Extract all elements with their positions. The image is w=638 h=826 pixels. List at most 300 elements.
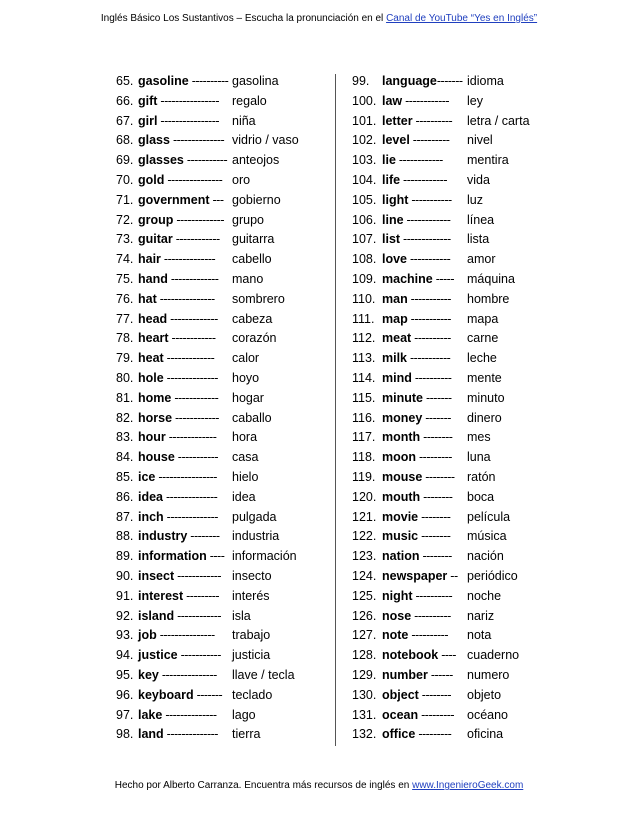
spanish-translation: gobierno <box>232 192 281 207</box>
vocab-row <box>116 270 330 290</box>
spanish-translation: nariz <box>467 608 495 623</box>
vocab-number: 70. <box>116 172 134 187</box>
vocab-row <box>352 468 532 488</box>
dash-separator: ---------- <box>411 608 451 623</box>
vocab-row <box>352 626 532 646</box>
vocab-number: 117. <box>352 430 376 445</box>
vocab-row <box>352 191 532 211</box>
spanish-translation: letra / carta <box>467 113 530 128</box>
vocab-number: 120. <box>352 489 377 504</box>
spanish-translation: hielo <box>232 469 259 484</box>
vocab-number: 118. <box>352 450 376 465</box>
english-word: list <box>382 232 401 247</box>
vocab-row <box>352 230 532 250</box>
english-word: love <box>382 252 408 267</box>
dash-separator: ----------- <box>174 450 219 465</box>
spanish-translation: mente <box>467 370 502 385</box>
dash-separator: ------------ <box>171 390 219 405</box>
spanish-translation: mano <box>232 271 264 286</box>
spanish-translation: ratón <box>467 469 496 484</box>
page-header <box>0 13 638 24</box>
vocab-number: 107. <box>352 232 377 247</box>
spanish-translation: amor <box>467 252 496 267</box>
vocab-row <box>116 112 330 132</box>
english-word: information <box>138 549 207 564</box>
dash-separator: ---------- <box>412 113 453 128</box>
vocab-row <box>116 527 330 547</box>
english-word: girl <box>138 113 158 128</box>
vocab-row <box>116 72 330 92</box>
vocab-row <box>116 389 330 409</box>
vocab-row <box>116 646 330 666</box>
spanish-translation: numero <box>467 667 510 682</box>
vocab-column-left <box>116 72 330 745</box>
english-word: hat <box>138 291 157 306</box>
english-word: industry <box>138 529 188 544</box>
spanish-translation: leche <box>467 351 497 366</box>
vocab-number: 115. <box>352 390 376 405</box>
dash-separator: ------------ <box>168 331 216 346</box>
dash-separator: ---------- <box>188 74 229 88</box>
spanish-translation: información <box>232 549 297 564</box>
vocab-row <box>352 369 532 389</box>
dash-separator: -------------- <box>163 727 218 742</box>
dash-separator: ------- <box>422 390 452 405</box>
spanish-translation: oficina <box>467 727 504 742</box>
vocab-number: 95. <box>116 667 134 682</box>
vocab-number: 74. <box>116 252 134 267</box>
spanish-translation: justicia <box>232 648 271 663</box>
english-word: language <box>382 74 437 88</box>
dash-separator: --------- <box>183 588 220 603</box>
vocab-row <box>352 310 532 330</box>
vocab-number: 106. <box>352 212 377 227</box>
vocab-number: 108. <box>352 252 377 267</box>
vocab-row <box>352 448 532 468</box>
dash-separator: ------------ <box>395 153 443 168</box>
dash-separator: ----------- <box>183 153 228 168</box>
dash-separator: -------------- <box>163 509 218 524</box>
vocab-row <box>352 607 532 627</box>
spanish-translation: trabajo <box>232 628 271 643</box>
dash-separator: ------------ <box>172 410 219 425</box>
vocab-number: 72. <box>116 212 134 227</box>
vocab-number: 90. <box>116 568 134 583</box>
dash-separator: -------------- <box>169 133 225 148</box>
spanish-translation: anteojos <box>232 153 280 168</box>
english-word: number <box>382 667 428 682</box>
dash-separator: ----- <box>432 271 455 286</box>
dash-separator: ------------ <box>400 172 447 187</box>
spanish-translation: minuto <box>467 390 505 405</box>
dash-separator: -------- <box>418 509 451 524</box>
vocab-row <box>116 626 330 646</box>
spanish-translation: cabeza <box>232 311 273 326</box>
vocab-number: 121. <box>352 509 377 524</box>
vocab-row <box>116 171 330 191</box>
vocab-row <box>352 527 532 547</box>
spanish-translation: casa <box>232 450 259 465</box>
dash-separator: ------- <box>193 687 223 702</box>
vocab-number: 100. <box>352 93 377 108</box>
vocab-row <box>352 587 532 607</box>
english-word: line <box>382 212 404 227</box>
vocab-row <box>352 567 532 587</box>
vocab-number: 85. <box>116 469 134 484</box>
english-word: map <box>382 311 408 326</box>
dash-separator: ------------ <box>174 568 222 583</box>
english-word: light <box>382 192 409 207</box>
vocab-number: 71. <box>116 192 134 207</box>
english-word: land <box>138 727 164 742</box>
vocab-row <box>352 389 532 409</box>
english-word: night <box>382 588 413 603</box>
english-word: hour <box>138 430 166 445</box>
spanish-translation: hoyo <box>232 370 260 385</box>
vocab-row <box>116 468 330 488</box>
dash-separator: ------------- <box>173 212 225 227</box>
english-word: insect <box>138 568 175 583</box>
vocab-number: 94. <box>116 648 134 663</box>
vocab-row <box>116 725 330 745</box>
english-word: glasses <box>138 153 184 168</box>
spanish-translation: mes <box>467 430 491 445</box>
spanish-translation: nivel <box>467 133 493 148</box>
spanish-translation: ley <box>467 93 483 108</box>
vocab-number: 77. <box>116 311 134 326</box>
english-word: mouse <box>382 469 423 484</box>
vocab-row <box>116 310 330 330</box>
vocab-row <box>116 488 330 508</box>
vocab-number: 99. <box>352 74 370 88</box>
spanish-translation: mentira <box>467 153 509 168</box>
spanish-translation: teclado <box>232 687 273 702</box>
dash-separator: --------------- <box>156 291 215 306</box>
vocab-number: 87. <box>116 509 134 524</box>
dash-separator: ---------- <box>411 370 452 385</box>
dash-separator: -------- <box>418 529 451 544</box>
vocab-row <box>116 686 330 706</box>
vocab-row <box>352 508 532 528</box>
spanish-translation: sombrero <box>232 291 285 306</box>
english-word: key <box>138 667 159 682</box>
vocab-row <box>116 448 330 468</box>
vocab-number: 98. <box>116 727 134 742</box>
dash-separator: -------- <box>420 489 453 504</box>
spanish-translation: hogar <box>232 390 264 405</box>
vocab-number: 76. <box>116 291 134 306</box>
dash-separator: -------- <box>419 549 452 564</box>
english-word: hand <box>138 271 168 286</box>
spanish-translation: vidrio / vaso <box>232 133 299 148</box>
dash-separator: --------- <box>416 450 452 465</box>
vocab-number: 125. <box>352 588 377 603</box>
dash-separator: --------- <box>415 727 452 742</box>
english-word: hair <box>138 252 161 267</box>
vocab-number: 97. <box>116 707 134 722</box>
vocab-number: 114. <box>352 370 376 385</box>
spanish-translation: nación <box>467 549 504 564</box>
vocab-number: 69. <box>116 153 134 168</box>
vocab-row <box>116 230 330 250</box>
dash-separator: -------------- <box>163 489 218 504</box>
english-word: month <box>382 430 421 445</box>
vocab-row <box>352 270 532 290</box>
vocab-row <box>116 349 330 369</box>
english-word: lie <box>382 153 396 168</box>
english-word: note <box>382 628 409 643</box>
english-word: milk <box>382 351 408 366</box>
spanish-translation: insecto <box>232 568 272 583</box>
website-link[interactable]: www.IngenieroGeek.com <box>412 780 524 791</box>
english-word: keyboard <box>138 687 194 702</box>
spanish-translation: calor <box>232 351 260 366</box>
vocab-row <box>116 607 330 627</box>
spanish-translation: mapa <box>467 311 499 326</box>
vocab-number: 109. <box>352 271 377 286</box>
spanish-translation: máquina <box>467 271 515 286</box>
vocab-row <box>352 706 532 726</box>
vocab-number: 110. <box>352 291 376 306</box>
vocab-number: 116. <box>352 410 376 425</box>
english-word: meat <box>382 331 412 346</box>
dash-separator: ----------- <box>407 351 451 366</box>
spanish-translation: línea <box>467 212 495 227</box>
vocab-number: 86. <box>116 489 134 504</box>
dash-separator: ------- <box>422 410 451 425</box>
spanish-translation: periódico <box>467 568 518 583</box>
english-word: nation <box>382 549 420 564</box>
english-word: ocean <box>382 707 419 722</box>
vocab-row <box>116 329 330 349</box>
spanish-translation: hora <box>232 430 258 445</box>
spanish-translation: tierra <box>232 727 261 742</box>
dash-separator: --------------- <box>164 172 223 187</box>
dash-separator: ---------------- <box>157 93 220 108</box>
english-word: life <box>382 172 401 187</box>
english-word: idea <box>138 489 164 504</box>
spanish-translation: lago <box>232 707 256 722</box>
vocab-row <box>116 191 330 211</box>
english-word: house <box>138 450 175 465</box>
english-word: object <box>382 687 419 702</box>
dash-separator: ----------- <box>407 291 451 306</box>
vocab-row <box>352 488 532 508</box>
vocab-number: 83. <box>116 430 134 445</box>
spanish-translation: vida <box>467 172 490 187</box>
spanish-translation: guitarra <box>232 232 275 247</box>
english-word: machine <box>382 271 433 286</box>
vocab-row <box>116 567 330 587</box>
vocab-row <box>352 211 532 231</box>
english-word: island <box>138 608 175 623</box>
vocab-row <box>352 151 532 171</box>
vocab-row <box>352 329 532 349</box>
footer-text: Hecho por Alberto Carranza. Encuentra más recursos de inglés en <box>114 780 413 791</box>
english-word: gold <box>138 172 165 187</box>
spanish-translation: objeto <box>467 687 502 702</box>
vocab-row <box>116 151 330 171</box>
vocab-number: 79. <box>116 351 134 366</box>
dash-separator: ------------- <box>167 271 219 286</box>
english-word: notebook <box>382 648 439 663</box>
vocab-number: 131. <box>352 707 377 722</box>
vocab-number: 119. <box>352 469 376 484</box>
spanish-translation: industria <box>232 529 280 544</box>
dash-separator: ------------ <box>402 93 450 108</box>
spanish-translation: dinero <box>467 410 502 425</box>
vocab-row <box>116 666 330 686</box>
english-word: minute <box>382 390 423 405</box>
spanish-translation: lista <box>467 232 490 247</box>
vocab-row <box>352 725 532 745</box>
english-word: level <box>382 133 410 148</box>
spanish-translation: oro <box>232 172 251 187</box>
header-text: Inglés Básico Los Sustantivos – Escucha la pronunciación en el <box>100 13 387 24</box>
english-word: mind <box>382 370 412 385</box>
dash-separator: ------ <box>427 667 453 682</box>
vocab-row <box>352 92 532 112</box>
vocab-row <box>352 686 532 706</box>
dash-separator: ------------ <box>403 212 451 227</box>
page-footer <box>0 780 638 791</box>
vocab-row <box>116 508 330 528</box>
vocab-number: 102. <box>352 133 377 148</box>
dash-separator: ---- <box>206 549 225 564</box>
vocab-number: 128. <box>352 648 377 663</box>
english-word: heat <box>138 351 164 366</box>
dash-separator: ----------- <box>408 192 452 207</box>
dash-separator: --------- <box>418 707 455 722</box>
vocab-row <box>352 131 532 151</box>
dash-separator: ------------- <box>163 351 215 366</box>
dash-separator: -------------- <box>160 252 216 267</box>
spanish-translation: grupo <box>232 212 264 227</box>
vocab-number: 130. <box>352 687 377 702</box>
vocab-number: 112. <box>352 331 376 346</box>
vocab-number: 101. <box>352 113 377 128</box>
dash-separator: -------- <box>420 430 453 445</box>
vocab-number: 126. <box>352 608 377 623</box>
dash-separator: ---------- <box>408 628 448 643</box>
english-word: justice <box>138 648 178 663</box>
vocab-row <box>116 587 330 607</box>
vocab-number: 123. <box>352 549 377 564</box>
vocab-row <box>352 547 532 567</box>
spanish-translation: música <box>467 529 507 544</box>
vocab-number: 105. <box>352 192 377 207</box>
spanish-translation: niña <box>232 113 256 128</box>
vocab-number: 103. <box>352 153 377 168</box>
youtube-channel-link[interactable]: Canal de YouTube “Yes en Inglés” <box>386 13 538 24</box>
english-word: gift <box>138 93 158 108</box>
spanish-translation: cabello <box>232 252 272 267</box>
spanish-translation: caballo <box>232 410 272 425</box>
dash-separator: ---------- <box>411 331 451 346</box>
column-divider <box>335 74 336 746</box>
dash-separator: ------------- <box>165 430 217 445</box>
english-word: hole <box>138 370 164 385</box>
dash-separator: ------- <box>436 74 463 88</box>
english-word: interest <box>138 588 184 603</box>
english-word: movie <box>382 509 419 524</box>
spanish-translation: idea <box>232 489 256 504</box>
english-word: ice <box>138 469 156 484</box>
vocab-row <box>116 409 330 429</box>
spanish-translation: pulgada <box>232 509 277 524</box>
vocab-number: 88. <box>116 529 134 544</box>
dash-separator: ------------- <box>167 311 218 326</box>
spanish-translation: regalo <box>232 93 267 108</box>
english-word: inch <box>138 509 164 524</box>
english-word: guitar <box>138 232 173 247</box>
vocab-number: 113. <box>352 351 376 366</box>
dash-separator: -- <box>447 568 458 583</box>
english-word: man <box>382 291 408 306</box>
english-word: moon <box>382 450 417 465</box>
english-word: heart <box>138 331 169 346</box>
vocab-row <box>352 171 532 191</box>
spanish-translation: gasolina <box>232 74 279 88</box>
english-word: government <box>138 192 210 207</box>
spanish-translation: carne <box>467 331 499 346</box>
english-word: head <box>138 311 168 326</box>
spanish-translation: océano <box>467 707 509 722</box>
dash-separator: ------------ <box>172 232 220 247</box>
dash-separator: ---------- <box>409 133 450 148</box>
spanish-translation: película <box>467 509 511 524</box>
vocab-row <box>116 211 330 231</box>
dash-separator: ----------- <box>407 252 451 267</box>
vocab-number: 73. <box>116 232 134 247</box>
vocab-number: 65. <box>116 74 134 88</box>
english-word: letter <box>382 113 413 128</box>
vocab-row <box>116 706 330 726</box>
english-word: job <box>138 628 157 643</box>
dash-separator: -------- <box>418 687 452 702</box>
vocab-number: 81. <box>116 390 134 405</box>
vocab-number: 93. <box>116 628 134 643</box>
vocab-row <box>352 112 532 132</box>
vocab-row <box>352 428 532 448</box>
spanish-translation: corazón <box>232 331 277 346</box>
vocab-number: 89. <box>116 549 134 564</box>
vocab-number: 75. <box>116 271 134 286</box>
vocab-number: 122. <box>352 529 377 544</box>
vocab-number: 84. <box>116 450 134 465</box>
english-word: music <box>382 529 419 544</box>
dash-separator: -------------- <box>162 707 217 722</box>
vocab-row <box>116 131 330 151</box>
vocab-row <box>352 290 532 310</box>
vocab-row <box>116 290 330 310</box>
dash-separator: ---------------- <box>157 113 220 128</box>
vocab-row <box>116 92 330 112</box>
spanish-translation: hombre <box>467 291 510 306</box>
dash-separator: ----------- <box>407 311 451 326</box>
spanish-translation: llave / tecla <box>232 667 295 682</box>
dash-separator: --------------- <box>156 628 215 643</box>
vocab-row <box>116 250 330 270</box>
vocab-row <box>352 666 532 686</box>
vocab-row <box>116 547 330 567</box>
vocab-column-right <box>352 72 532 745</box>
vocab-number: 127. <box>352 628 377 643</box>
english-word: mouth <box>382 489 421 504</box>
spanish-translation: isla <box>232 608 251 623</box>
vocab-row <box>352 646 532 666</box>
spanish-translation: nota <box>467 628 492 643</box>
